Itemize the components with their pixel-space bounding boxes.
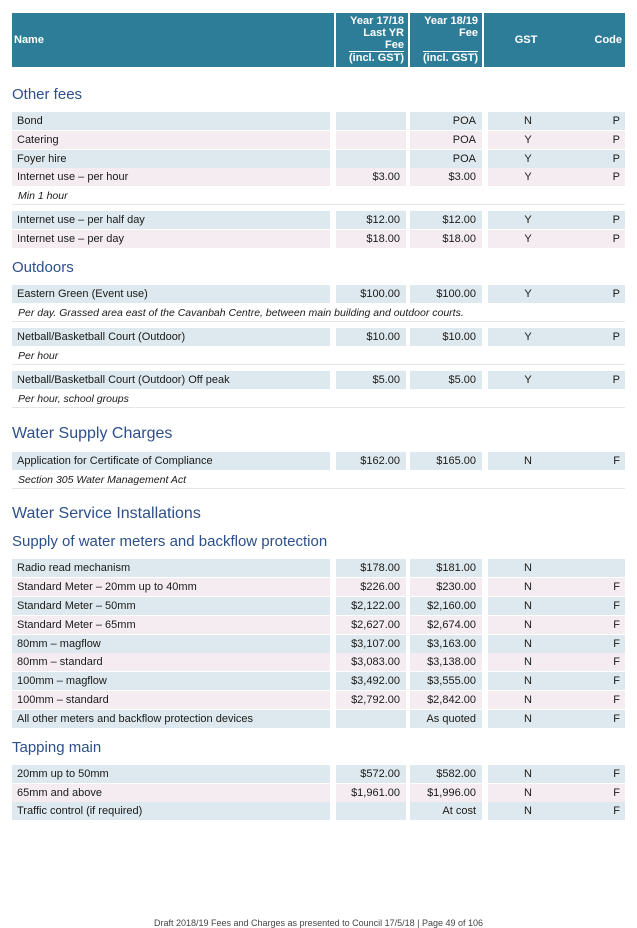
table-row [12,616,625,634]
row-year1-fee: $5.00 [336,371,406,389]
row-year2-fee: $18.00 [410,230,482,248]
row-gst: N [488,616,568,634]
table-row [12,597,625,615]
row-year2-fee: $2,842.00 [410,691,482,709]
row-code: F [568,691,625,709]
header-divider [408,13,410,67]
row-name: Traffic control (if required) [12,802,330,820]
row-year2-fee: $5.00 [410,371,482,389]
row-code: P [568,285,625,303]
row-name: 80mm – magflow [12,635,330,653]
row-year1-fee [336,131,406,149]
row-code: F [568,710,625,728]
subsection-title-water-meters: Supply of water meters and backflow protection [12,533,328,550]
row-name: 20mm up to 50mm [12,765,330,783]
row-year1-fee: $1,961.00 [336,784,406,802]
table-row [12,653,625,671]
row-name: Bond [12,112,330,130]
row-code: F [568,616,625,634]
row-year1-fee [336,112,406,130]
row-year2-fee: $3.00 [410,168,482,186]
row-year2-fee: $3,163.00 [410,635,482,653]
row-name: Catering [12,131,330,149]
row-gst: N [488,710,568,728]
table-row [12,802,625,820]
row-code: F [568,653,625,671]
row-year1-fee: $3.00 [336,168,406,186]
row-name: Internet use – per hour [12,168,330,186]
table-row [12,150,625,168]
header-year2-line2: Fee [459,27,478,39]
row-code: F [568,765,625,783]
row-year1-fee: $2,627.00 [336,616,406,634]
row-gst: N [488,559,568,577]
row-note: Per hour, school groups [12,390,625,408]
table-row [12,328,625,346]
row-gst: N [488,691,568,709]
row-name: 80mm – standard [12,653,330,671]
table-row [12,691,625,709]
row-year1-fee: $3,107.00 [336,635,406,653]
table-row [12,211,625,229]
row-gst: N [488,653,568,671]
row-code: F [568,672,625,690]
row-gst: Y [488,211,568,229]
row-year1-fee: $10.00 [336,328,406,346]
table-row [12,131,625,149]
row-gst: N [488,578,568,596]
table-header [12,13,625,67]
row-name: 65mm and above [12,784,330,802]
table-row [12,452,625,470]
row-code: P [568,328,625,346]
row-year1-fee: $18.00 [336,230,406,248]
row-gst: N [488,112,568,130]
row-name: 100mm – magflow [12,672,330,690]
row-year1-fee: $3,492.00 [336,672,406,690]
row-year1-fee: $2,792.00 [336,691,406,709]
row-code: F [568,802,625,820]
row-year2-fee: $230.00 [410,578,482,596]
table-row [12,371,625,389]
row-name: Internet use – per day [12,230,330,248]
header-year2 [412,13,484,67]
row-gst: N [488,765,568,783]
section-title-water-supply: Water Supply Charges [12,425,173,442]
row-code: P [568,150,625,168]
header-year1-line1: Year 17/18 [350,15,404,27]
row-name: Eastern Green (Event use) [12,285,330,303]
header-divider [482,13,484,67]
row-year2-fee: POA [410,131,482,149]
row-gst: Y [488,285,568,303]
table-row [12,635,625,653]
row-year2-fee: $100.00 [410,285,482,303]
row-name: Netball/Basketball Court (Outdoor) Off peak [12,371,330,389]
row-gst: Y [488,230,568,248]
row-year2-fee: $3,555.00 [410,672,482,690]
header-name: Name [14,34,44,46]
row-year1-fee: $162.00 [336,452,406,470]
row-name: Radio read mechanism [12,559,330,577]
row-code: P [568,230,625,248]
row-year1-fee: $100.00 [336,285,406,303]
row-code [568,559,625,577]
row-year2-fee: $181.00 [410,559,482,577]
header-code: Code [594,34,622,46]
header-divider [334,13,336,67]
row-gst: N [488,672,568,690]
row-gst: N [488,802,568,820]
row-year1-fee [336,710,406,728]
row-name: Standard Meter – 65mm [12,616,330,634]
header-year2-line3: (incl. GST) [423,52,478,64]
section-title-water-service: Water Service Installations [12,505,201,522]
table-row [12,672,625,690]
table-row [12,285,625,303]
header-year2-line1: Year 18/19 [424,15,478,27]
row-year1-fee: $226.00 [336,578,406,596]
row-year2-fee: $2,674.00 [410,616,482,634]
row-year2-fee: $10.00 [410,328,482,346]
row-year2-fee: $3,138.00 [410,653,482,671]
row-year2-fee: POA [410,150,482,168]
row-name: All other meters and backflow protection devices [12,710,330,728]
row-code: F [568,597,625,615]
row-code: F [568,635,625,653]
section-title-tapping: Tapping main [12,739,102,756]
table-row [12,112,625,130]
row-gst: Y [488,131,568,149]
table-row [12,578,625,596]
row-name: Internet use – per half day [12,211,330,229]
row-year1-fee: $572.00 [336,765,406,783]
row-year1-fee [336,150,406,168]
row-year2-fee: At cost [410,802,482,820]
header-gst: GST [514,34,538,46]
row-year2-fee: $1,996.00 [410,784,482,802]
row-note: Min 1 hour [12,187,625,205]
row-code: P [568,131,625,149]
row-code: F [568,578,625,596]
row-code: P [568,168,625,186]
row-name: Standard Meter – 50mm [12,597,330,615]
row-note: Per day. Grassed area east of the Cavanbah Centre, between main building and outdoor courts. [12,304,625,322]
row-name: Application for Certificate of Compliance [12,452,330,470]
row-gst: Y [488,371,568,389]
table-row [12,765,625,783]
row-year2-fee: $12.00 [410,211,482,229]
header-year1-line3: Fee [385,39,404,51]
row-code: P [568,371,625,389]
row-name: Standard Meter – 20mm up to 40mm [12,578,330,596]
row-note: Section 305 Water Management Act [12,471,625,489]
row-name: 100mm – standard [12,691,330,709]
row-gst: Y [488,328,568,346]
row-year2-fee: $582.00 [410,765,482,783]
row-name: Netball/Basketball Court (Outdoor) [12,328,330,346]
header-year1 [336,13,410,67]
row-year1-fee: $3,083.00 [336,653,406,671]
row-gst: Y [488,150,568,168]
row-year2-fee: POA [410,112,482,130]
table-row [12,559,625,577]
row-year2-fee: $2,160.00 [410,597,482,615]
row-code: P [568,112,625,130]
table-row [12,230,625,248]
row-gst: N [488,635,568,653]
table-row [12,710,625,728]
row-year1-fee: $12.00 [336,211,406,229]
section-title-other-fees: Other fees [12,86,83,103]
table-row [12,784,625,802]
row-year2-fee: As quoted [410,710,482,728]
page-footer: Draft 2018/19 Fees and Charges as presented to Council 17/5/18 | Page 49 of 106 [153,918,484,928]
table-row [12,168,625,186]
row-code: P [568,211,625,229]
header-year1-line2: Last YR [363,27,404,39]
row-year1-fee: $178.00 [336,559,406,577]
section-title-outdoors: Outdoors [12,259,74,276]
header-year1-line4: (incl. GST) [349,52,404,64]
row-gst: N [488,597,568,615]
row-note: Per hour [12,347,625,365]
row-gst: Y [488,168,568,186]
row-gst: N [488,452,568,470]
row-year1-fee [336,802,406,820]
row-year2-fee: $165.00 [410,452,482,470]
row-year1-fee: $2,122.00 [336,597,406,615]
row-code: F [568,784,625,802]
row-code: F [568,452,625,470]
row-gst: N [488,784,568,802]
row-name: Foyer hire [12,150,330,168]
